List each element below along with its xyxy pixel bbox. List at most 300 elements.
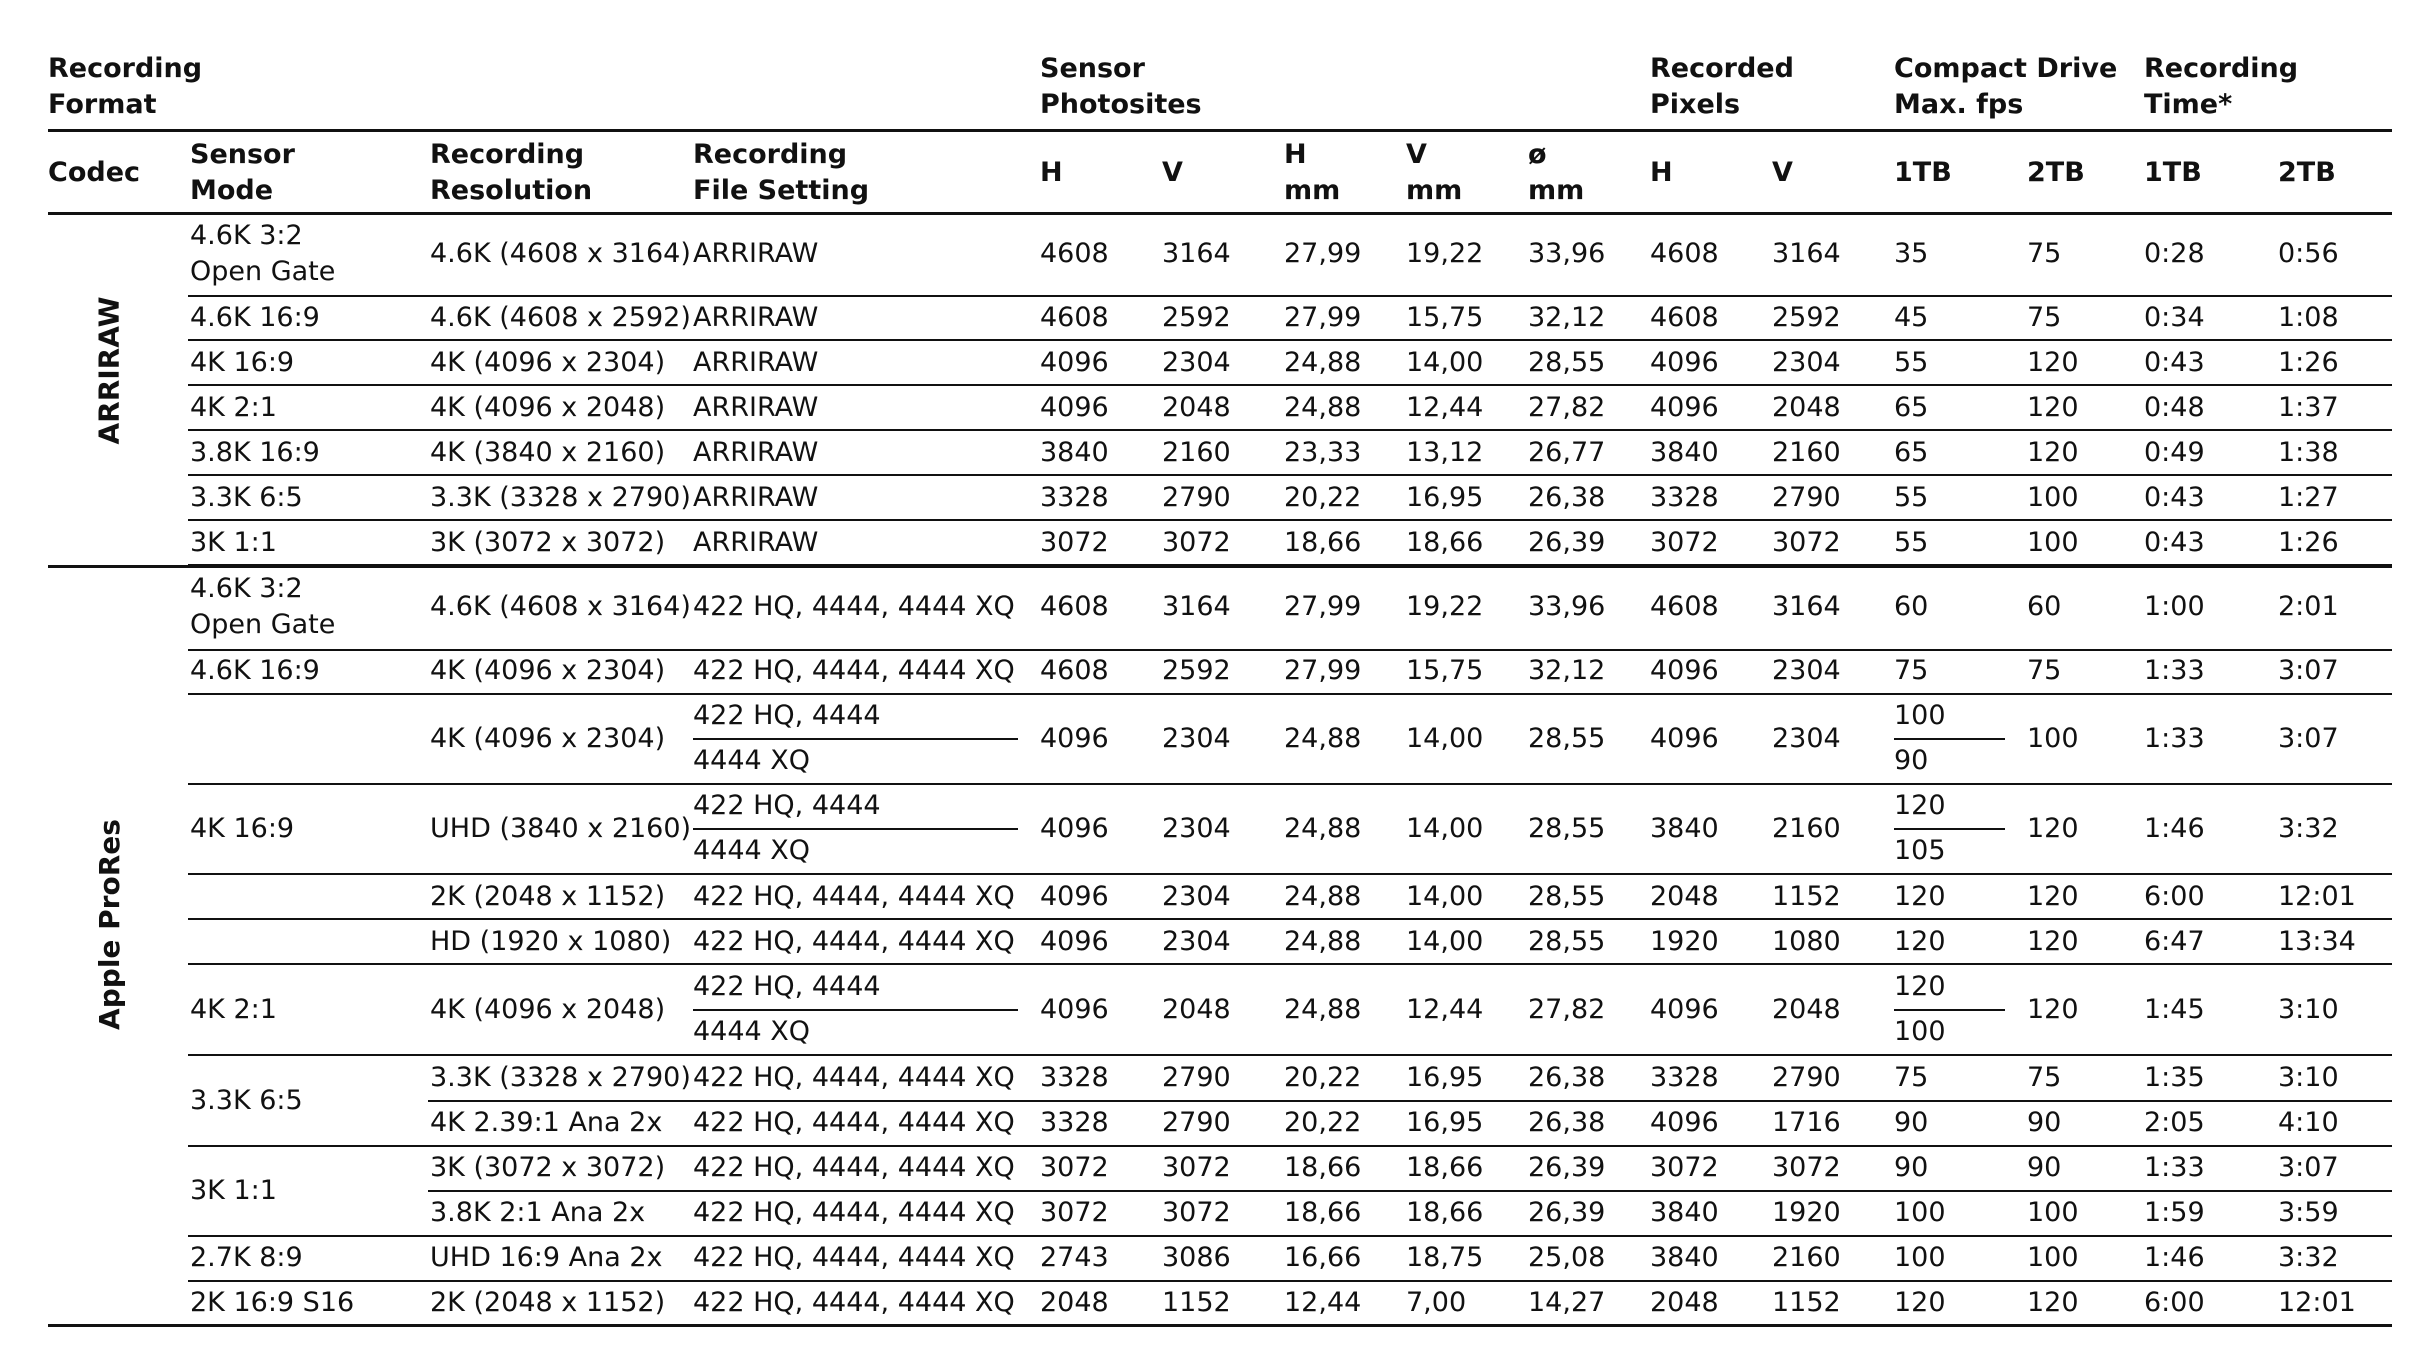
row-10-fps-1tb: 100 [1894, 700, 1946, 731]
sub-row-separator-2 [428, 1190, 2392, 1192]
row-1-recording-resolution: 4.6K (4608 x 3164) [430, 238, 691, 269]
row-7-file-setting: ARRIRAW [693, 527, 819, 558]
row-19-file-setting: 422 HQ, 4444, 4444 XQ [693, 1242, 1015, 1273]
column-header-v-mm [1406, 137, 1462, 209]
row-14-file-setting: 422 HQ, 4444 [693, 971, 881, 1002]
column-header-pixels-v: V [1772, 157, 1793, 188]
row-11-v-mm: 14,00 [1406, 813, 1484, 844]
row-4-fps-1tb: 65 [1894, 392, 1929, 423]
row-9-photosites-h: 4608 [1040, 655, 1109, 686]
column-header-time-2tb: 2TB [2278, 157, 2336, 188]
row-10-file-setting: 422 HQ, 4444 [693, 700, 881, 731]
row-1-time-2tb: 0:56 [2278, 238, 2339, 269]
column-header-recording-resolution-line-2: Resolution [430, 175, 593, 206]
row-3-photosites-h: 4096 [1040, 347, 1109, 378]
row-7-h-mm: 18,66 [1284, 527, 1362, 558]
group-header-compact-drive-fps-line-2: Max. fps [1894, 89, 2024, 120]
row-14-photosites-h: 4096 [1040, 994, 1109, 1025]
row-6-time-2tb: 1:27 [2278, 482, 2339, 513]
row-18-file-setting: 422 HQ, 4444, 4444 XQ [693, 1197, 1015, 1228]
row-19-fps-1tb: 100 [1894, 1242, 1946, 1273]
row-separator-5 [188, 474, 2392, 476]
row-9-pixels-h: 4096 [1650, 655, 1719, 686]
group-header-sensor-photosites-line-1: Sensor [1040, 53, 1145, 84]
row-15-fps-2tb: 75 [2027, 1062, 2062, 1093]
row-6-pixels-h: 3328 [1650, 482, 1719, 513]
group-header-recording-time-line-2: Time* [2144, 89, 2233, 120]
row-14-pixels-h: 4096 [1650, 994, 1719, 1025]
row-13-photosites-v: 2304 [1162, 926, 1231, 957]
row-19-photosites-v: 3086 [1162, 1242, 1231, 1273]
row-20-recording-resolution: 2K (2048 x 1152) [430, 1287, 666, 1318]
row-3-v-mm: 14,00 [1406, 347, 1484, 378]
row-1-fps-2tb: 75 [2027, 238, 2062, 269]
row-17-file-setting: 422 HQ, 4444, 4444 XQ [693, 1152, 1015, 1183]
sensor-mode-8 [190, 571, 335, 643]
row-11-h-mm: 24,88 [1284, 813, 1362, 844]
row-20-photosites-v: 1152 [1162, 1287, 1231, 1318]
sensor-mode-1 [190, 218, 335, 290]
row-11-time-1tb: 1:46 [2144, 813, 2205, 844]
column-header-fps-1tb: 1TB [1894, 157, 1952, 188]
row-6-photosites-v: 2790 [1162, 482, 1231, 513]
group-header-recorded-pixels [1650, 51, 1794, 123]
row-1-photosites-v: 3164 [1162, 238, 1231, 269]
row-10-photosites-h: 4096 [1040, 723, 1109, 754]
row-14-file-setting-divider [693, 1009, 1018, 1011]
row-11-recording-resolution: UHD (3840 x 2160) [430, 813, 692, 844]
row-10-time-1tb: 1:33 [2144, 723, 2205, 754]
row-15-dia-mm: 26,38 [1528, 1062, 1606, 1093]
row-10-pixels-v: 2304 [1772, 723, 1841, 754]
row-14-pixels-v: 2048 [1772, 994, 1841, 1025]
row-16-photosites-v: 2790 [1162, 1107, 1231, 1138]
row-18-fps-1tb: 100 [1894, 1197, 1946, 1228]
column-header-fps-2tb: 2TB [2027, 157, 2085, 188]
row-16-pixels-v: 1716 [1772, 1107, 1841, 1138]
row-14-time-1tb: 1:45 [2144, 994, 2205, 1025]
row-14-dia-mm: 27,82 [1528, 994, 1606, 1025]
row-11-file-setting-alt: 4444 XQ [693, 835, 811, 866]
row-8-pixels-v: 3164 [1772, 591, 1841, 622]
row-16-fps-1tb: 90 [1894, 1107, 1929, 1138]
sub-row-separator-1 [428, 1100, 2392, 1102]
column-header-h-mm-line-1: H [1284, 139, 1307, 170]
row-2-pixels-h: 4608 [1650, 302, 1719, 333]
group-header-recording-format-line-1: Recording [48, 53, 203, 84]
row-13-photosites-h: 4096 [1040, 926, 1109, 957]
row-11-dia-mm: 28,55 [1528, 813, 1606, 844]
table-bottom-rule [48, 1324, 2392, 1327]
row-separator-12 [188, 918, 2392, 920]
row-12-time-2tb: 12:01 [2278, 881, 2356, 912]
row-10-file-setting-alt: 4444 XQ [693, 745, 811, 776]
row-2-photosites-h: 4608 [1040, 302, 1109, 333]
row-2-dia-mm: 32,12 [1528, 302, 1606, 333]
row-13-time-2tb: 13:34 [2278, 926, 2356, 957]
row-16-fps-2tb: 90 [2027, 1107, 2062, 1138]
row-11-photosites-h: 4096 [1040, 813, 1109, 844]
row-3-time-1tb: 0:43 [2144, 347, 2205, 378]
row-12-h-mm: 24,88 [1284, 881, 1362, 912]
row-10-file-setting-divider [693, 738, 1018, 740]
column-header-time-1tb: 1TB [2144, 157, 2202, 188]
row-separator-13 [188, 963, 2392, 965]
column-header-photosites-h: H [1040, 157, 1063, 188]
row-5-fps-1tb: 65 [1894, 437, 1929, 468]
row-9-fps-1tb: 75 [1894, 655, 1929, 686]
column-header-sensor-mode [190, 137, 295, 209]
row-11-fps-1tb: 120 [1894, 790, 1946, 821]
sensor-mode-2: 4.6K 16:9 [190, 302, 320, 333]
row-19-v-mm: 18,75 [1406, 1242, 1484, 1273]
row-20-file-setting: 422 HQ, 4444, 4444 XQ [693, 1287, 1015, 1318]
row-19-dia-mm: 25,08 [1528, 1242, 1606, 1273]
row-20-dia-mm: 14,27 [1528, 1287, 1606, 1318]
sensor-mode-1-line-2: Open Gate [190, 256, 336, 287]
row-16-v-mm: 16,95 [1406, 1107, 1484, 1138]
row-6-time-1tb: 0:43 [2144, 482, 2205, 513]
sensor-mode-8-line-2: Open Gate [190, 609, 336, 640]
row-1-photosites-h: 4608 [1040, 238, 1109, 269]
row-16-pixels-h: 4096 [1650, 1107, 1719, 1138]
row-5-pixels-v: 2160 [1772, 437, 1841, 468]
sensor-mode-9: 4.6K 16:9 [190, 655, 320, 686]
sensor-mode-14: 2.7K 8:9 [190, 1242, 303, 1273]
row-19-pixels-h: 3840 [1650, 1242, 1719, 1273]
row-17-photosites-h: 3072 [1040, 1152, 1109, 1183]
row-20-time-1tb: 6:00 [2144, 1287, 2205, 1318]
row-5-fps-2tb: 120 [2027, 437, 2079, 468]
row-15-fps-1tb: 75 [1894, 1062, 1929, 1093]
row-3-h-mm: 24,88 [1284, 347, 1362, 378]
row-16-file-setting: 422 HQ, 4444, 4444 XQ [693, 1107, 1015, 1138]
row-17-fps-1tb: 90 [1894, 1152, 1929, 1183]
row-15-time-1tb: 1:35 [2144, 1062, 2205, 1093]
sensor-mode-15: 2K 16:9 S16 [190, 1287, 355, 1318]
codec-label-apple-prores: Apple ProRes [92, 818, 126, 1030]
row-6-recording-resolution: 3.3K (3328 x 2790) [430, 482, 691, 513]
row-12-file-setting: 422 HQ, 4444, 4444 XQ [693, 881, 1015, 912]
column-header-recording-resolution [430, 137, 592, 209]
row-16-recording-resolution: 4K 2.39:1 Ana 2x [430, 1107, 663, 1138]
row-19-fps-2tb: 100 [2027, 1242, 2079, 1273]
row-13-pixels-v: 1080 [1772, 926, 1841, 957]
column-header-codec: Codec [48, 157, 141, 188]
row-2-fps-1tb: 45 [1894, 302, 1929, 333]
group-header-recording-format-line-2: Format [48, 89, 157, 120]
group-header-recording-format [48, 51, 202, 123]
sensor-mode-1-line-1: 4.6K 3:2 [190, 220, 303, 251]
row-18-v-mm: 18,66 [1406, 1197, 1484, 1228]
row-4-recording-resolution: 4K (4096 x 2048) [430, 392, 666, 423]
row-2-time-2tb: 1:08 [2278, 302, 2339, 333]
row-9-recording-resolution: 4K (4096 x 2304) [430, 655, 666, 686]
row-9-dia-mm: 32,12 [1528, 655, 1606, 686]
row-separator-16 [188, 1235, 2392, 1237]
row-4-time-2tb: 1:37 [2278, 392, 2339, 423]
row-7-fps-2tb: 100 [2027, 527, 2079, 558]
row-10-fps-2tb: 100 [2027, 723, 2079, 754]
row-2-v-mm: 15,75 [1406, 302, 1484, 333]
row-3-dia-mm: 28,55 [1528, 347, 1606, 378]
row-9-photosites-v: 2592 [1162, 655, 1231, 686]
row-4-pixels-v: 2048 [1772, 392, 1841, 423]
row-separator-2 [188, 339, 2392, 341]
row-15-file-setting: 422 HQ, 4444, 4444 XQ [693, 1062, 1015, 1093]
row-13-dia-mm: 28,55 [1528, 926, 1606, 957]
column-header-dia-mm-line-1: ø [1528, 139, 1547, 170]
row-separator-10 [188, 783, 2392, 785]
row-18-pixels-v: 1920 [1772, 1197, 1841, 1228]
row-20-time-2tb: 12:01 [2278, 1287, 2356, 1318]
row-1-file-setting: ARRIRAW [693, 238, 819, 269]
row-4-h-mm: 24,88 [1284, 392, 1362, 423]
row-13-recording-resolution: HD (1920 x 1080) [430, 926, 672, 957]
sensor-mode-8-line-1: 4.6K 3:2 [190, 573, 303, 604]
row-separator-11 [188, 873, 2392, 875]
row-8-h-mm: 27,99 [1284, 591, 1362, 622]
row-9-time-2tb: 3:07 [2278, 655, 2339, 686]
row-17-time-2tb: 3:07 [2278, 1152, 2339, 1183]
row-20-fps-1tb: 120 [1894, 1287, 1946, 1318]
sensor-mode-11: 4K 2:1 [190, 994, 277, 1025]
row-1-time-1tb: 0:28 [2144, 238, 2205, 269]
column-header-h-mm [1284, 137, 1340, 209]
column-header-dia-mm [1528, 137, 1584, 209]
row-3-fps-1tb: 55 [1894, 347, 1929, 378]
row-2-h-mm: 27,99 [1284, 302, 1362, 333]
sensor-mode-6: 3.3K 6:5 [190, 482, 303, 513]
row-2-photosites-v: 2592 [1162, 302, 1231, 333]
row-8-photosites-h: 4608 [1040, 591, 1109, 622]
row-10-dia-mm: 28,55 [1528, 723, 1606, 754]
row-14-recording-resolution: 4K (4096 x 2048) [430, 994, 666, 1025]
row-18-fps-2tb: 100 [2027, 1197, 2079, 1228]
group-header-sensor-photosites-line-2: Photosites [1040, 89, 1202, 120]
row-12-photosites-v: 2304 [1162, 881, 1231, 912]
sensor-mode-10: 4K 16:9 [190, 813, 295, 844]
row-15-v-mm: 16,95 [1406, 1062, 1484, 1093]
column-header-sensor-mode-line-1: Sensor [190, 139, 295, 170]
row-10-h-mm: 24,88 [1284, 723, 1362, 754]
row-18-time-2tb: 3:59 [2278, 1197, 2339, 1228]
row-7-dia-mm: 26,39 [1528, 527, 1606, 558]
column-header-recording-file-setting-line-1: Recording [693, 139, 848, 170]
sensor-mode-7: 3K 1:1 [190, 527, 277, 558]
row-17-dia-mm: 26,39 [1528, 1152, 1606, 1183]
row-5-time-1tb: 0:49 [2144, 437, 2205, 468]
row-11-fps-divider [1894, 828, 2005, 830]
row-3-pixels-v: 2304 [1772, 347, 1841, 378]
row-12-fps-2tb: 120 [2027, 881, 2079, 912]
group-header-recorded-pixels-line-1: Recorded [1650, 53, 1794, 84]
row-2-pixels-v: 2592 [1772, 302, 1841, 333]
column-header-dia-mm-line-2: mm [1528, 175, 1585, 206]
row-13-fps-1tb: 120 [1894, 926, 1946, 957]
row-11-fps-2tb: 120 [2027, 813, 2079, 844]
row-11-pixels-v: 2160 [1772, 813, 1841, 844]
row-10-recording-resolution: 4K (4096 x 2304) [430, 723, 666, 754]
row-5-dia-mm: 26,77 [1528, 437, 1606, 468]
sensor-mode-4: 4K 2:1 [190, 392, 277, 423]
row-separator-1 [188, 295, 2392, 297]
row-3-pixels-h: 4096 [1650, 347, 1719, 378]
row-12-dia-mm: 28,55 [1528, 881, 1606, 912]
row-16-dia-mm: 26,38 [1528, 1107, 1606, 1138]
row-10-photosites-v: 2304 [1162, 723, 1231, 754]
row-10-v-mm: 14,00 [1406, 723, 1484, 754]
row-14-fps-divider [1894, 1009, 2005, 1011]
row-18-pixels-h: 3840 [1650, 1197, 1719, 1228]
row-17-pixels-h: 3072 [1650, 1152, 1719, 1183]
row-10-pixels-h: 4096 [1650, 723, 1719, 754]
row-1-dia-mm: 33,96 [1528, 238, 1606, 269]
row-separator-4 [188, 429, 2392, 431]
sensor-mode-3: 4K 16:9 [190, 347, 295, 378]
row-17-fps-2tb: 90 [2027, 1152, 2062, 1183]
row-8-dia-mm: 33,96 [1528, 591, 1606, 622]
row-5-time-2tb: 1:38 [2278, 437, 2339, 468]
row-8-v-mm: 19,22 [1406, 591, 1484, 622]
row-separator-6 [188, 519, 2392, 521]
row-19-photosites-h: 2743 [1040, 1242, 1109, 1273]
row-4-file-setting: ARRIRAW [693, 392, 819, 423]
group-header-sensor-photosites [1040, 51, 1202, 123]
row-12-photosites-h: 4096 [1040, 881, 1109, 912]
row-9-file-setting: 422 HQ, 4444, 4444 XQ [693, 655, 1015, 686]
group-header-compact-drive-fps-line-1: Compact Drive [1894, 53, 2118, 84]
row-4-pixels-h: 4096 [1650, 392, 1719, 423]
row-4-dia-mm: 27,82 [1528, 392, 1606, 423]
row-19-pixels-v: 2160 [1772, 1242, 1841, 1273]
row-separator-3 [188, 384, 2392, 386]
row-15-photosites-v: 2790 [1162, 1062, 1231, 1093]
row-3-file-setting: ARRIRAW [693, 347, 819, 378]
row-6-fps-2tb: 100 [2027, 482, 2079, 513]
row-12-fps-1tb: 120 [1894, 881, 1946, 912]
row-7-recording-resolution: 3K (3072 x 3072) [430, 527, 666, 558]
row-10-fps-divider [1894, 738, 2005, 740]
row-8-fps-1tb: 60 [1894, 591, 1929, 622]
row-19-h-mm: 16,66 [1284, 1242, 1362, 1273]
row-18-photosites-v: 3072 [1162, 1197, 1231, 1228]
row-7-pixels-v: 3072 [1772, 527, 1841, 558]
row-2-file-setting: ARRIRAW [693, 302, 819, 333]
row-5-v-mm: 13,12 [1406, 437, 1484, 468]
column-header-photosites-v: V [1162, 157, 1183, 188]
row-20-v-mm: 7,00 [1406, 1287, 1467, 1318]
row-18-time-1tb: 1:59 [2144, 1197, 2205, 1228]
row-7-time-1tb: 0:43 [2144, 527, 2205, 558]
row-12-pixels-v: 1152 [1772, 881, 1841, 912]
column-header-recording-file-setting [693, 137, 869, 209]
row-14-h-mm: 24,88 [1284, 994, 1362, 1025]
row-19-time-1tb: 1:46 [2144, 1242, 2205, 1273]
row-7-v-mm: 18,66 [1406, 527, 1484, 558]
row-13-time-1tb: 6:47 [2144, 926, 2205, 957]
row-separator-15 [188, 1145, 2392, 1147]
row-17-v-mm: 18,66 [1406, 1152, 1484, 1183]
row-6-photosites-h: 3328 [1040, 482, 1109, 513]
row-4-photosites-v: 2048 [1162, 392, 1231, 423]
row-6-pixels-v: 2790 [1772, 482, 1841, 513]
row-5-photosites-h: 3840 [1040, 437, 1109, 468]
column-header-pixels-h: H [1650, 157, 1673, 188]
row-12-recording-resolution: 2K (2048 x 1152) [430, 881, 666, 912]
row-5-file-setting: ARRIRAW [693, 437, 819, 468]
row-4-fps-2tb: 120 [2027, 392, 2079, 423]
row-9-v-mm: 15,75 [1406, 655, 1484, 686]
row-separator-17 [188, 1280, 2392, 1282]
column-header-h-mm-line-2: mm [1284, 175, 1341, 206]
row-8-recording-resolution: 4.6K (4608 x 3164) [430, 591, 691, 622]
row-3-time-2tb: 1:26 [2278, 347, 2339, 378]
row-14-fps-2tb: 120 [2027, 994, 2079, 1025]
row-17-time-1tb: 1:33 [2144, 1152, 2205, 1183]
row-8-time-1tb: 1:00 [2144, 591, 2205, 622]
row-1-pixels-v: 3164 [1772, 238, 1841, 269]
row-18-h-mm: 18,66 [1284, 1197, 1362, 1228]
group-header-recording-time-line-1: Recording [2144, 53, 2299, 84]
row-separator-8 [188, 649, 2392, 651]
codec-group-separator [48, 565, 2392, 568]
row-20-pixels-v: 1152 [1772, 1287, 1841, 1318]
row-13-v-mm: 14,00 [1406, 926, 1484, 957]
row-11-time-2tb: 3:32 [2278, 813, 2339, 844]
sensor-mode-5: 3.8K 16:9 [190, 437, 320, 468]
row-4-photosites-h: 4096 [1040, 392, 1109, 423]
row-7-fps-1tb: 55 [1894, 527, 1929, 558]
row-11-pixels-h: 3840 [1650, 813, 1719, 844]
row-11-photosites-v: 2304 [1162, 813, 1231, 844]
row-1-h-mm: 27,99 [1284, 238, 1362, 269]
row-17-pixels-v: 3072 [1772, 1152, 1841, 1183]
row-13-fps-2tb: 120 [2027, 926, 2079, 957]
row-4-v-mm: 12,44 [1406, 392, 1484, 423]
row-14-photosites-v: 2048 [1162, 994, 1231, 1025]
row-16-time-2tb: 4:10 [2278, 1107, 2339, 1138]
row-20-pixels-h: 2048 [1650, 1287, 1719, 1318]
row-7-pixels-h: 3072 [1650, 527, 1719, 558]
row-17-photosites-v: 3072 [1162, 1152, 1231, 1183]
header-rule-top [48, 129, 2392, 132]
row-17-h-mm: 18,66 [1284, 1152, 1362, 1183]
row-17-recording-resolution: 3K (3072 x 3072) [430, 1152, 666, 1183]
row-7-photosites-v: 3072 [1162, 527, 1231, 558]
group-header-compact-drive-fps [1894, 51, 2117, 123]
row-3-recording-resolution: 4K (4096 x 2304) [430, 347, 666, 378]
row-15-photosites-h: 3328 [1040, 1062, 1109, 1093]
column-header-recording-resolution-line-1: Recording [430, 139, 585, 170]
row-3-photosites-v: 2304 [1162, 347, 1231, 378]
row-16-h-mm: 20,22 [1284, 1107, 1362, 1138]
row-15-pixels-h: 3328 [1650, 1062, 1719, 1093]
row-20-fps-2tb: 120 [2027, 1287, 2079, 1318]
row-separator-9 [188, 693, 2392, 695]
row-6-dia-mm: 26,38 [1528, 482, 1606, 513]
row-10-time-2tb: 3:07 [2278, 723, 2339, 754]
row-15-h-mm: 20,22 [1284, 1062, 1362, 1093]
row-14-fps-1tb-alt: 100 [1894, 1016, 1946, 1047]
row-5-recording-resolution: 4K (3840 x 2160) [430, 437, 666, 468]
row-11-file-setting-divider [693, 828, 1018, 830]
row-13-file-setting: 422 HQ, 4444, 4444 XQ [693, 926, 1015, 957]
row-1-fps-1tb: 35 [1894, 238, 1929, 269]
row-7-time-2tb: 1:26 [2278, 527, 2339, 558]
row-5-pixels-h: 3840 [1650, 437, 1719, 468]
column-header-sensor-mode-line-2: Mode [190, 175, 274, 206]
